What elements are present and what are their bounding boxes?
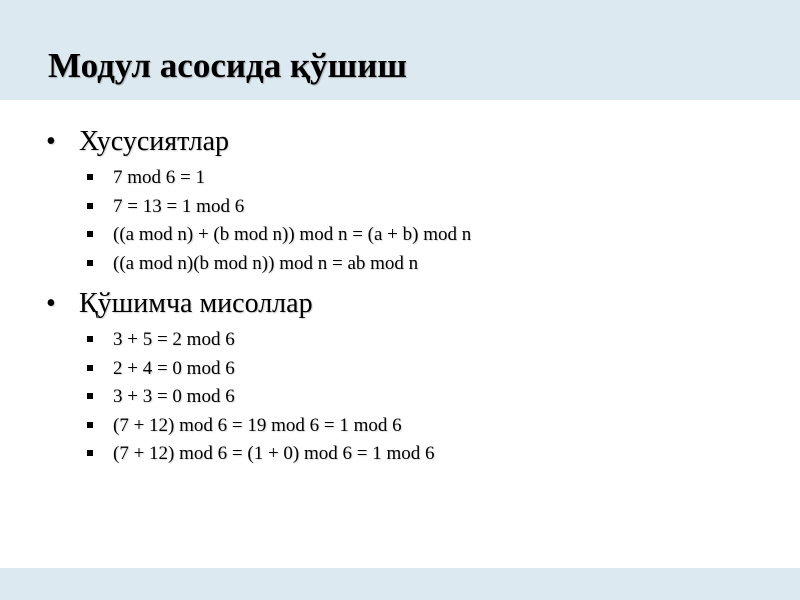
square-bullet-icon: [87, 203, 93, 209]
section-heading-text: Қўшимча мисоллар: [79, 288, 313, 319]
section-heading-text: Хусусиятлар: [79, 126, 230, 157]
list-item: [0, 221, 800, 250]
list-item-text: ((a mod n)(b mod n)) mod n = ab mod n: [113, 252, 419, 274]
list-item-text: 7 mod 6 = 1: [113, 167, 205, 188]
list-item-text: 2 + 4 = 0 mod 6: [113, 357, 235, 379]
section-heading: [0, 282, 800, 326]
footer-band: [0, 568, 800, 600]
list-item-text: ((a mod n) + (b mod n)) mod n = (a + b) mod n: [113, 224, 472, 245]
list-item: [0, 164, 800, 193]
list-item-text: 7 = 13 = 1 mod 6: [113, 195, 245, 217]
list-item: [0, 355, 800, 384]
square-bullet-icon: [87, 231, 93, 237]
square-bullet-icon: [87, 336, 93, 342]
round-bullet-icon: •: [46, 126, 56, 157]
square-bullet-icon: [87, 174, 93, 180]
list-item-text: 3 + 5 = 2 mod 6: [113, 329, 235, 350]
list-item: [0, 193, 800, 222]
round-bullet-icon: •: [46, 288, 56, 319]
square-bullet-icon: [87, 365, 93, 371]
list-item: [0, 250, 800, 279]
square-bullet-icon: [87, 422, 93, 428]
square-bullet-icon: [87, 260, 93, 266]
list-item: [0, 440, 800, 469]
slide-title: Модул асосида қўшиш: [48, 46, 407, 85]
square-bullet-icon: [87, 450, 93, 456]
list-item: [0, 383, 800, 412]
list-item: [0, 412, 800, 441]
list-item-text: (7 + 12) mod 6 = 19 mod 6 = 1 mod 6: [113, 414, 402, 436]
list-item-text: 3 + 3 = 0 mod 6: [113, 386, 235, 407]
square-bullet-icon: [87, 393, 93, 399]
section-heading: [0, 120, 800, 164]
slide-content: [0, 120, 800, 469]
list-item-text: (7 + 12) mod 6 = (1 + 0) mod 6 = 1 mod 6: [113, 443, 435, 464]
list-item: [0, 326, 800, 355]
